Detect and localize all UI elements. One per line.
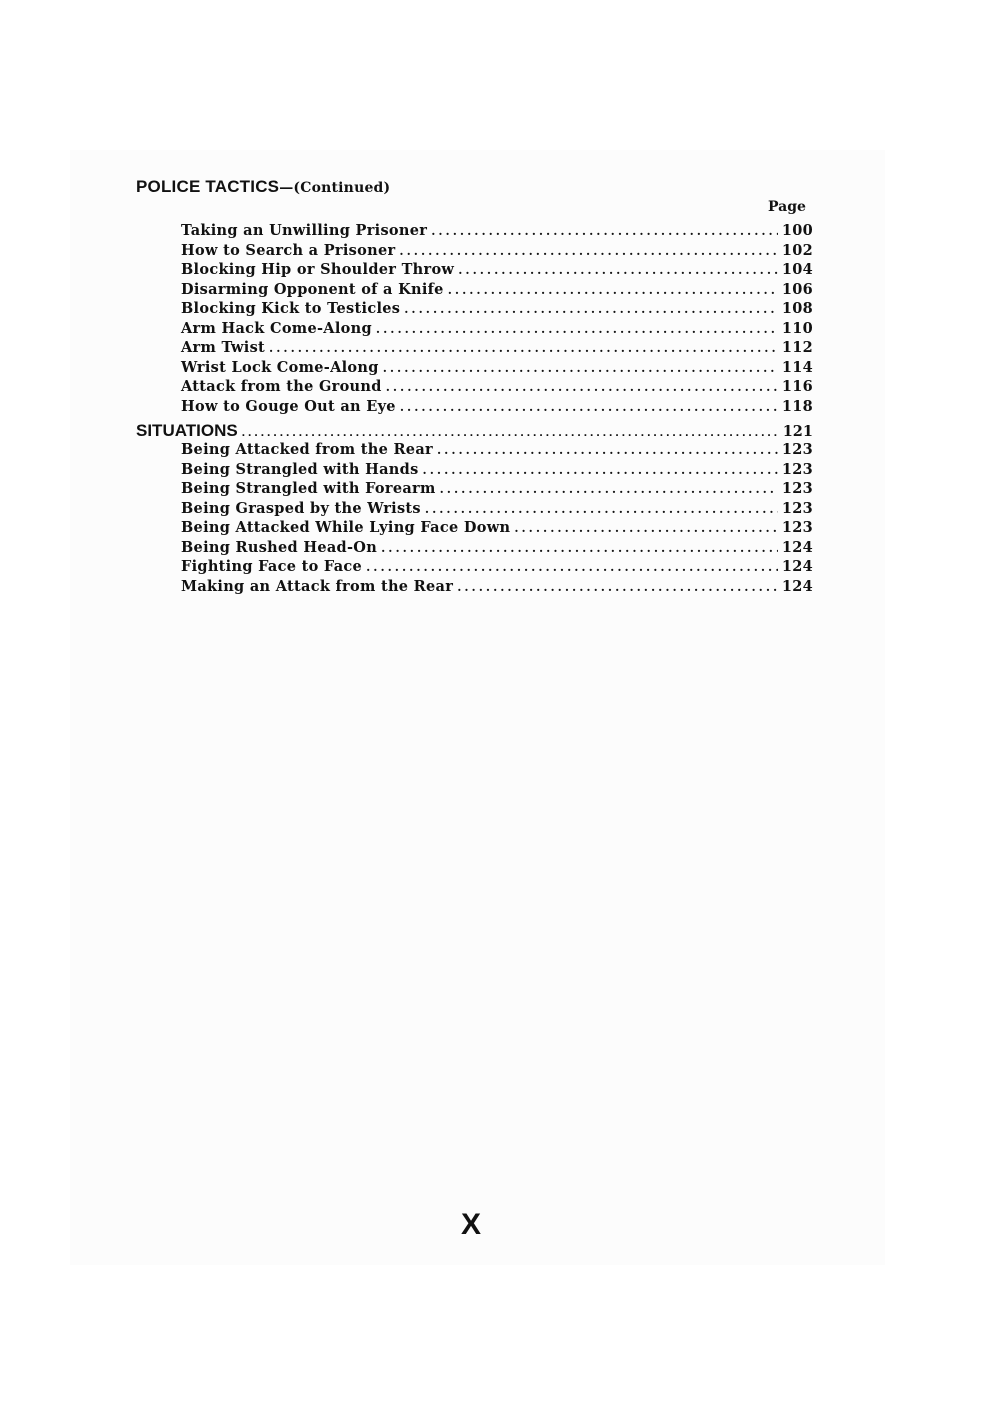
toc-entry-title: Disarming Opponent of a Knife	[181, 281, 444, 298]
toc-entry-title: Attack from the Ground	[181, 378, 382, 395]
dot-leader	[269, 341, 778, 355]
section-title: SITUATIONS	[136, 421, 238, 440]
toc-entry-page: 123	[781, 461, 813, 478]
toc-entry	[181, 320, 813, 339]
toc-entry-page: 102	[781, 242, 813, 259]
toc-entry-title: Making an Attack from the Rear	[181, 578, 454, 595]
toc-entry	[181, 242, 813, 261]
dot-leader	[457, 580, 778, 594]
toc-entry-title: Being Strangled with Hands	[181, 461, 419, 478]
toc-entry-title: Being Attacked from the Rear	[181, 441, 433, 458]
toc-entry-page: 114	[781, 359, 813, 376]
toc-entry-title: How to Search a Prisoner	[181, 242, 396, 259]
dot-leader	[383, 361, 778, 375]
dot-leader	[399, 244, 777, 258]
toc-entry-page: 110	[781, 320, 813, 337]
toc-entry-page: 116	[781, 378, 813, 395]
section-title: POLICE TACTICS	[136, 177, 280, 196]
toc-entry-page: 123	[781, 500, 813, 517]
toc-entry-page: 121	[782, 423, 813, 440]
toc-entry	[181, 461, 813, 480]
toc-entry	[181, 339, 813, 358]
dot-leader	[423, 463, 778, 477]
toc-entry-title: Being Rushed Head-On	[181, 539, 378, 556]
dot-leader	[514, 521, 778, 535]
toc-entry	[181, 578, 813, 597]
toc-entry	[181, 359, 813, 378]
toc-entry	[181, 261, 813, 280]
dot-leader	[386, 380, 778, 394]
toc-entry-title: How to Gouge Out an Eye	[181, 398, 396, 415]
toc-entry	[181, 519, 813, 538]
toc-entry-page: 112	[781, 339, 813, 356]
page-column-label: Page	[768, 199, 806, 215]
toc-entry-page: 104	[781, 261, 813, 278]
toc-entry-page: 124	[781, 558, 813, 575]
dot-leader	[242, 425, 779, 439]
toc-entry	[181, 378, 813, 397]
toc-entry-page: 124	[781, 539, 813, 556]
toc-entry-page: 123	[781, 480, 813, 497]
dot-leader	[376, 322, 778, 336]
toc-entry-title: Blocking Kick to Testicles	[181, 300, 401, 317]
dot-leader	[404, 302, 778, 316]
toc-entry	[181, 398, 813, 417]
toc-entry-page: 123	[781, 441, 813, 458]
toc-entry	[181, 539, 813, 558]
toc-entry-title: Arm Twist	[181, 339, 266, 356]
dot-leader	[381, 541, 778, 555]
toc-entry	[181, 222, 813, 241]
toc-entry-page: 106	[781, 281, 813, 298]
toc-entry-title: Being Attacked While Lying Face Down	[181, 519, 511, 536]
toc-entry-title: Blocking Hip or Shoulder Throw	[181, 261, 455, 278]
toc-entry	[181, 480, 813, 499]
toc-entry-page: 118	[781, 398, 813, 415]
toc-entry	[181, 281, 813, 300]
toc-section-situations	[136, 421, 813, 440]
dot-leader	[440, 482, 778, 496]
section-continued-label: —(Continued)	[279, 180, 391, 196]
dot-leader	[425, 502, 778, 516]
section-heading-police-tactics	[136, 177, 390, 197]
dot-leader	[400, 400, 778, 414]
dot-leader	[431, 224, 778, 238]
toc-entry-title: Arm Hack Come-Along	[181, 320, 372, 337]
toc-entry-title: Being Grasped by the Wrists	[181, 500, 421, 517]
toc-entry-page: 124	[781, 578, 813, 595]
toc-entry	[181, 300, 813, 319]
toc-entry	[181, 558, 813, 577]
dot-leader	[448, 283, 778, 297]
toc-entry	[181, 500, 813, 519]
toc-entry	[181, 441, 813, 460]
toc-entry-page: 100	[781, 222, 813, 239]
dot-leader	[437, 443, 778, 457]
toc-entry-page: 108	[781, 300, 813, 317]
dot-leader	[458, 263, 778, 277]
toc-entry-title: Wrist Lock Come-Along	[181, 359, 379, 376]
toc-entry-title: Being Strangled with Forearm	[181, 480, 436, 497]
page-folio-number: X	[461, 1208, 482, 1241]
toc-entry-page: 123	[781, 519, 813, 536]
dot-leader	[366, 560, 778, 574]
toc-entry-title: Fighting Face to Face	[181, 558, 363, 575]
toc-entry-title: Taking an Unwilling Prisoner	[181, 222, 428, 239]
